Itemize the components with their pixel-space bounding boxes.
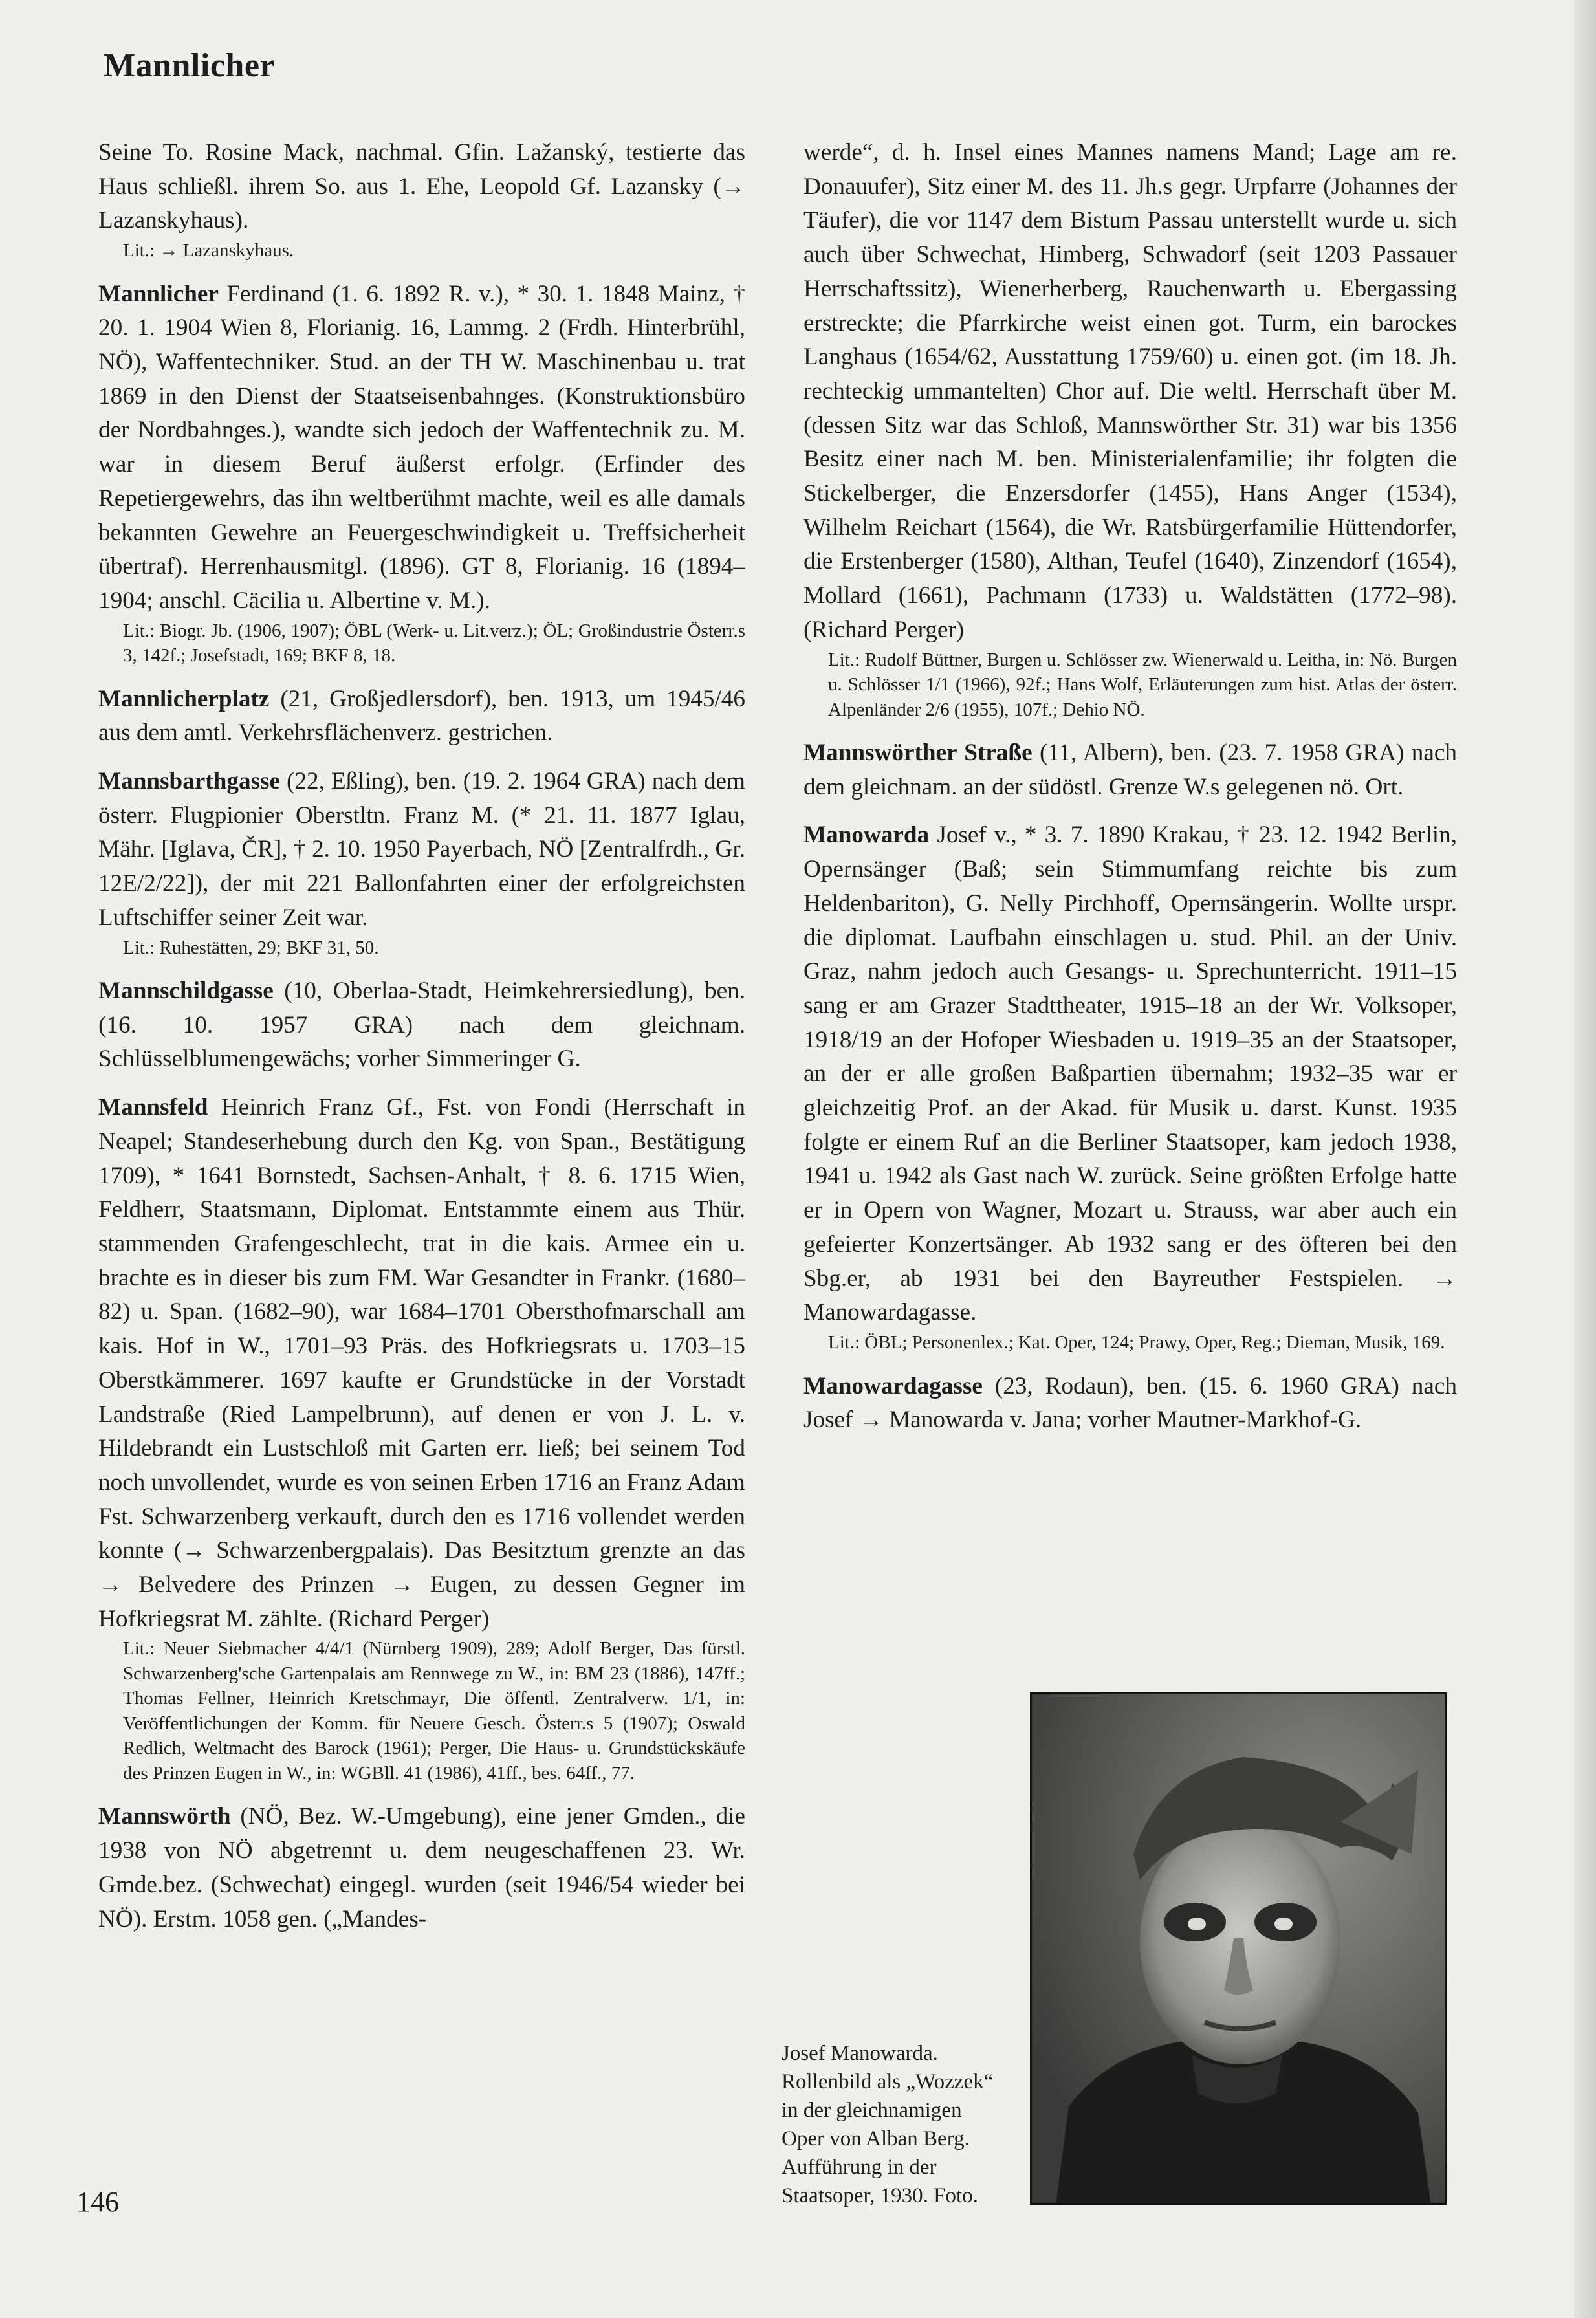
page-edge xyxy=(1574,0,1596,2318)
entry-text: (11, Albern), ben. (23. 7. 1958 GRA) nach dem gleichnam. an der südöstl. Grenze W.s gelegenen nö. Ort. xyxy=(803,739,1457,800)
right-column xyxy=(803,136,1457,1452)
portrait-photo xyxy=(1030,1692,1447,2205)
figure-caption: Josef Manowarda. Rollenbild als „Wozzek“ in der gleichnamigen Oper von Alban Berg. Aufführung in der Staatsoper, 1930. Foto. xyxy=(782,2042,994,2207)
entry-text: (23, Rodaun), ben. (15. 6. 1960 GRA) nach Josef → Manowarda v. Jana; vorher Mautner-Markhof-G. xyxy=(803,1372,1457,1434)
entry-mannlicherplatz xyxy=(98,683,745,750)
entry-mannswoerther-strasse xyxy=(803,736,1457,804)
entry-mannswoerth xyxy=(98,1800,745,1936)
entry-text: (21, Großjedlersdorf), ben. 1913, um 1945/46 aus dem amtl. Verkehrsflächenverz. gestrichen. xyxy=(98,685,745,747)
entry-literature: Lit.: Neuer Siebmacher 4/4/1 (Nürnberg 1909), 289; Adolf Berger, Das fürstl. Schwarzenberg'sche Gartenpalais am Rennwege zu W., in: BM 23 (1886), 147ff.; Thomas Fellner, Heinrich Kretschmayr, Die öffentl. Zentralverw. 1/1, in: Veröffentlichungen der Komm. für Neuere Gesch. Österr.s 5 (1907); Oswald Redlich, Weltmacht des Barock (1961); Perger, Die Haus- u. Grundstückskäufe des Prinzen Eugen in W., in: WGBll. 41 (1986), 41ff., bes. 64ff., 77. xyxy=(123,1638,745,1784)
page-number: 146 xyxy=(76,2186,119,2218)
entry-text: (NÖ, Bez. W.-Umgebung), eine jener Gmden., die 1938 von NÖ abgetrennt u. dem neugeschaffenen 23. Wr. Gmde.bez. (Schwechat) eingegl. wurden (seit 1946/54 wieder bei NÖ). Erstm. 1058 gen. („Mandes- xyxy=(98,1803,745,1932)
entry-literature: Lit.: Rudolf Büttner, Burgen u. Schlösser zw. Wienerwald u. Leitha, in: Nö. Burgen u. Schlösser 1/1 (1966), 92f.; Hans Wolf, Erläuterungen zum hist. Atlas der österr. Alpenländer 2/6 (1955), 107f.; Dehio NÖ. xyxy=(828,649,1457,720)
entry-mannswoerth-continued xyxy=(803,136,1457,722)
running-head: Mannlicher xyxy=(104,47,275,84)
left-column xyxy=(98,136,745,1951)
entry-mannschildgasse xyxy=(98,974,745,1077)
entry-literature: Lit.: Biogr. Jb. (1906, 1907); ÖBL (Werk- u. Lit.verz.); ÖL; Großindustrie Österr.s 3, 142f.; Josefstadt, 169; BKF 8, 18. xyxy=(123,620,745,666)
entry-lemma: Manowardagasse xyxy=(803,1372,983,1399)
entry-lemma: Mannlicher xyxy=(98,280,219,307)
portrait-illustration xyxy=(1030,1692,1447,2205)
entry-lemma: Mannswörther Straße xyxy=(803,739,1033,767)
entry-mannlicher xyxy=(98,278,745,668)
entry-text: Heinrich Franz Gf., Fst. von Fondi (Herrschaft in Neapel; Standeserhebung durch den Kg. von Span., Bestätigung 1709), * 1641 Bornstedt, Sachsen-Anhalt, † 8. 6. 1715 Wien, Feldherr, Staatsmann, Diplomat. Entstammte einem aus Thür. stammenden Grafengeschlecht, trat in die kais. Armee ein u. brachte es in dieser bis zum FM. War Gesandter in Frankr. (1680–82) u. Span. (1682–90), war 1684–1701 Obersthofmarschall am kais. Hof in W., 1701–93 Präs. des Hofkriegsrats u. 1703–15 Oberstkämmerer. 1697 kaufte er Grundstücke in der Vorstadt Landstraße (Ried Lampelbrunn), auf denen er von J. L. v. Hildebrandt ein Lustschloß mit Garten err. ließ; bei seinem Tod noch unvollendet, wurde es von seinen Erben 1716 an Franz Adam Fst. Schwarzenberg verkauft, durch den es 1716 vollendet werden konnte (→ Schwarzenbergpalais). Das Besitztum grenzte an das → Belvedere des Prinzen → Eugen, zu dessen Gegner im Hofkriegsrat M. zählte. (Richard Perger) xyxy=(98,1094,745,1632)
entry-text: Ferdinand (1. 6. 1892 R. v.), * 30. 1. 1848 Mainz, † 20. 1. 1904 Wien 8, Florianig. 16, Lammg. 2 (Frdh. Hinterbrühl, NÖ), Waffentechniker. Stud. an der TH W. Maschinenbau u. trat 1869 in den Dienst der Staatseisenbahnges. (Konstruktionsbüro der Nordbahnges.), wandte sich jedoch der Waffentechnik zu. M. war in diesem Beruf äußerst erfolgr. (Erfinder des Repetiergewehrs, das ihn weltberühmt machte, weil es alle damals bekannten Gewehre an Feuergeschwindigkeit u. Treffsicherheit übertraf). Herrenhausmitgl. (1896). GT 8, Florianig. 16 (1894–1904; anschl. Cäcilia u. Albertine v. M.). xyxy=(98,280,745,614)
entry-mannsbarthgasse xyxy=(98,765,745,960)
entry-lemma: Mannlicherplatz xyxy=(98,685,270,712)
entry-manowarda xyxy=(803,818,1457,1355)
entry-lemma: Mannschildgasse xyxy=(98,978,274,1005)
entry-lemma: Mannswörth xyxy=(98,1803,231,1830)
entry-text: Josef v., * 3. 7. 1890 Krakau, † 23. 12. 1942 Berlin, Opernsänger (Baß; sein Stimmumfang reichte bis zum Heldenbariton), G. Nelly Pirchhoff, Opernsängerin. Wollte urspr. die diplomat. Laufbahn einschlagen u. stud. Phil. an der Univ. Graz, nahm jedoch auch Gesangs- u. Sprechunterricht. 1911–15 sang er am Grazer Stadttheater, 1915–18 an der Wr. Volksoper, 1918/19 an der Hofoper Wiesbaden u. 1919–35 an der Staatsoper, an der er alle großen Baßpartien übernahm; 1932–35 war er gleichzeitig Prof. an der Akad. für Musik u. darst. Kunst. 1935 folgte er einem Ruf an die Berliner Staatsoper, kam jedoch 1938, 1941 u. 1942 als Gast nach W. zurück. Seine größten Erfolge hatte er in Opern von Wagner, Mozart u. Strauss, war aber auch ein gefeierter Konzertsänger. Ab 1932 sang er des öfteren bei den Sbg.er, ab 1931 bei den Bayreuther Festspielen. → Manowardagasse. xyxy=(803,822,1457,1326)
entry-continuation-lazanskyhaus xyxy=(98,136,745,263)
entry-lemma: Mannsfeld xyxy=(98,1094,208,1121)
entry-literature: Lit.: ÖBL; Personenlex.; Kat. Oper, 124; Prawy, Oper, Reg.; Dieman, Musik, 169. xyxy=(828,1332,1445,1353)
entry-text: Seine To. Rosine Mack, nachmal. Gfin. Lažanský, testierte das Haus schließl. ihrem So. aus 1. Ehe, Leopold Gf. Lazansky (→ Lazanskyhaus). xyxy=(98,139,745,234)
entry-literature: Lit.: → Lazanskyhaus. xyxy=(123,240,294,261)
figure xyxy=(782,1692,1461,2210)
entry-text: werde“, d. h. Insel eines Mannes namens Mand; Lage am re. Donauufer), Sitz einer M. des 11. Jh.s gegr. Urpfarre (Johannes der Täufer), die vor 1147 dem Bistum Passau unterstellt wurde u. sich auch über Schwechat, Himberg, Schwadorf (seit 1203 Passauer Herrschaftssitz), Wienerherberg, Rauchenwarth u. Ebergassing erstreckte; die Pfarrkirche weist einen got. Turm, ein barockes Langhaus (1654/62, Ausstattung 1759/60) u. einen got. (im 18. Jh. rechteckig ummantelten) Chor auf. Die weltl. Herrschaft über M. (dessen Sitz war das Schloß, Mannswörther Str. 31) war bis 1356 Besitz einer nach M. ben. Ministerialenfamilie; ihr folgten die Stickelberger, die Enzersdorfer (1455), Hans Anger (1534), Wilhelm Reichart (1564), die Wr. Ratsbürgerfamilie Hüttendorfer, die Erstenberger (1580), Althan, Teufel (1640), Zinzendorf (1654), Mollard (1661), Pachmann (1733) u. Waldstätten (1772–98). (Richard Perger) xyxy=(803,139,1457,643)
entry-text: (10, Oberlaa-Stadt, Heimkehrersiedlung), ben. (16. 10. 1957 GRA) nach dem gleichnam. Schlüsselblumengewächs; vorher Simmeringer G. xyxy=(98,978,745,1073)
entry-manowardagasse xyxy=(803,1370,1457,1438)
entry-text: (22, Eßling), ben. (19. 2. 1964 GRA) nach dem österr. Flugpionier Oberstltn. Franz M. (* 21. 11. 1877 Iglau, Mähr. [Iglava, ČR], † 2. 10. 1950 Payerbach, NÖ [Zentralfrdh., Gr. 12E/2/22]), der mit 221 Ballonfahrten einer der erfolgreichsten Luftschiffer seiner Zeit war. xyxy=(98,768,745,931)
entry-lemma: Mannsbarthgasse xyxy=(98,768,281,795)
entry-mannsfeld xyxy=(98,1091,745,1786)
entry-lemma: Manowarda xyxy=(803,822,930,849)
entry-literature: Lit.: Ruhestätten, 29; BKF 31, 50. xyxy=(123,937,379,958)
